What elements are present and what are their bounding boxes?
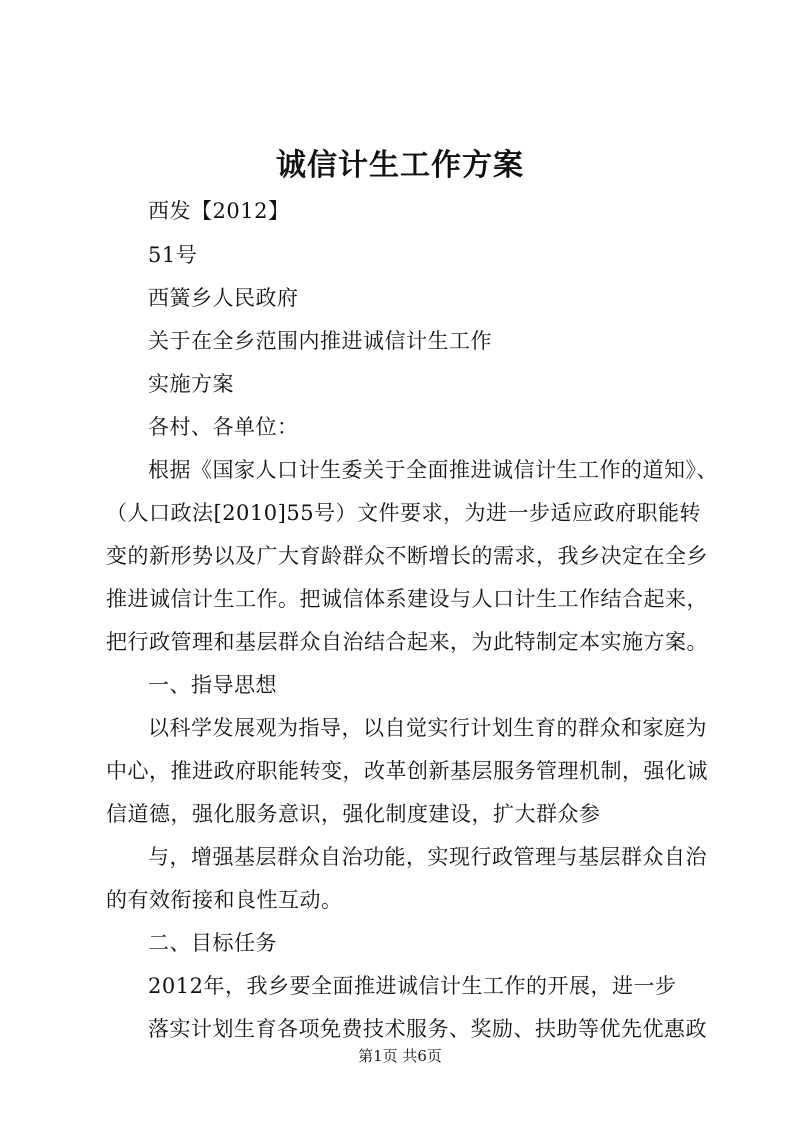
- body-text-line: 信道德，强化服务意识，强化制度建设，扩大群众参: [106, 802, 601, 826]
- body-text-line: 根据《国家人口计生委关于全面推进诚信计生工作的道知》、: [148, 458, 718, 482]
- body-text-line: 的有效衔接和良性互动。: [106, 888, 343, 912]
- doc-number-line: 西发【2012】: [148, 199, 290, 223]
- body-text-line: 把行政管理和基层群众自治结合起来，为此特制定本实施方案。: [106, 630, 708, 654]
- salutation: 各村、各单位：: [148, 415, 299, 439]
- document-title: 诚信计生工作方案: [276, 148, 524, 183]
- doc-number-suffix: 51号: [148, 243, 198, 267]
- issuer-line: 西簧乡人民政府: [148, 286, 299, 310]
- body-text-line: 2012年，我乡要全面推进诚信计生工作的开展，进一步: [148, 974, 677, 998]
- body-text-line: 变的新形势以及广大育龄群众不断增长的需求，我乡决定在全乡: [106, 544, 708, 568]
- section-heading: 二、目标任务: [148, 931, 277, 955]
- subject-line: 关于在全乡范围内推进诚信计生工作: [148, 329, 492, 353]
- body-text-line: 与，增强基层群众自治功能，实现行政管理与基层群众自治: [148, 845, 707, 869]
- section-heading: 一、指导思想: [148, 673, 277, 697]
- page-footer: 第1页 共6页: [358, 1047, 442, 1065]
- body-text-line: 中心，推进政府职能转变，改革创新基层服务管理机制，强化诚: [106, 759, 708, 783]
- body-text-line: 以科学发展观为指导，以自觉实行计划生育的群众和家庭为: [148, 716, 707, 740]
- body-text-line: 推进诚信计生工作。把诚信体系建设与人口计生工作结合起来，: [106, 587, 708, 611]
- body-text-line: （人口政法[2010]55号）文件要求，为进一步适应政府职能转: [106, 501, 702, 525]
- subject-line-2: 实施方案: [148, 372, 234, 396]
- body-text-line: 落实计划生育各项免费技术服务、奖励、扶助等优先优惠政: [148, 1017, 707, 1041]
